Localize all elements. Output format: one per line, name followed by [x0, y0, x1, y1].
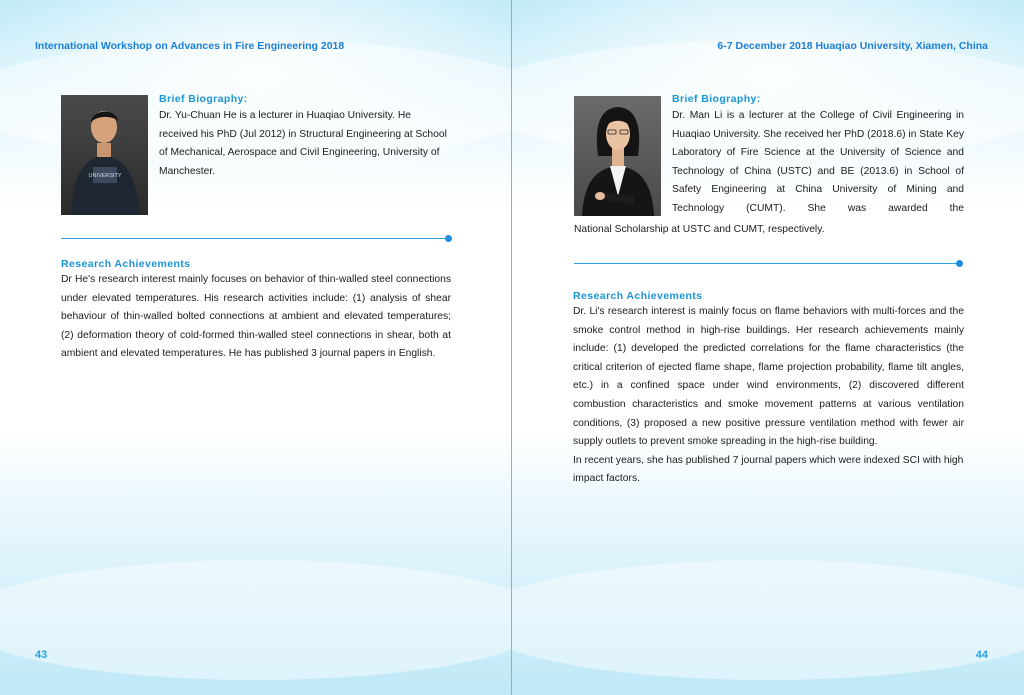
- achievements-text: Dr He's research interest mainly focuses on behavior of thin-walled steel connections under elevated temperatures. His research activities include: (1) analysis of shear behaviour of thin-walled bolted connections at ambient and elevated temperatures; (2) deformation theory of cold-formed thin-walled steel connections in shear, both at ambient and elevated temperatures. He has published 3 journal papers in English.: [61, 274, 451, 360]
- bio-text: Dr. Yu-Chuan He is a lecturer in Huaqiao University. He received his PhD (Jul 2012) in Structural Engineering at School of Mechanical, Aerospace and Civil Engineering, University of Manchester.: [159, 110, 447, 177]
- right-page: [512, 0, 1024, 695]
- bio-block: [672, 93, 964, 219]
- achievements-heading: Research Achievements: [61, 258, 191, 270]
- achievements-heading: Research Achievements: [573, 290, 703, 302]
- bio-heading: Brief Biography:: [159, 93, 248, 105]
- bio-text-continued: National Scholarship at USTC and CUMT, respectively.: [574, 224, 825, 235]
- page-number: 43: [35, 649, 48, 661]
- bio-heading: Brief Biography:: [672, 93, 761, 105]
- running-header: International Workshop on Advances in Fire Engineering 2018: [35, 40, 345, 52]
- profile-photo: [574, 96, 661, 216]
- background-wave: [512, 560, 1024, 680]
- achievements-text-2: In recent years, she has published 7 journal papers which were indexed SCI with high impact factors.: [573, 454, 964, 485]
- achievements-text: Dr. Li's research interest is mainly focus on flame behaviors with multi-forces and the smoke control method in high-rise buildings. Her research achievements mainly include: (1) developed the predicted correlations for the flame characteristics (the critical criterion of ejected flame shape, flame projection probability, flame tilt angles, etc.) in a confined space under wind environments, (2) discovered different combustion characteristics and smoke movement patterns at various ventilation conditions, (3) proposed a new positive pressure ventilation method with fewer air supply outlets to prevent smoke spreading in the high-rise building.: [573, 306, 964, 448]
- section-divider: [574, 263, 959, 264]
- profile-photo: [61, 95, 148, 215]
- portrait-image: [61, 95, 148, 215]
- svg-text:UNIVERSITY: UNIVERSITY: [88, 173, 122, 179]
- portrait-image: [574, 96, 661, 216]
- achievements-block: [61, 258, 451, 364]
- page-number: 44: [975, 649, 988, 661]
- running-header: 6-7 December 2018 Huaqiao University, Xiamen, China: [717, 40, 988, 52]
- bio-block: [159, 93, 450, 181]
- section-divider: [61, 238, 448, 239]
- achievements-block: [573, 290, 964, 489]
- bio-text: Dr. Man Li is a lecturer at the College of Civil Engineering in Huaqiao University. She received her PhD (2018.6) in State Key Laboratory of Fire Science at the University of Science and Technology of China (USTC) and BE (2013.6) in School of Safety Engineering at China University of Mining and Technology (CUMT). She was awarded the: [672, 110, 964, 214]
- background-wave: [0, 560, 512, 680]
